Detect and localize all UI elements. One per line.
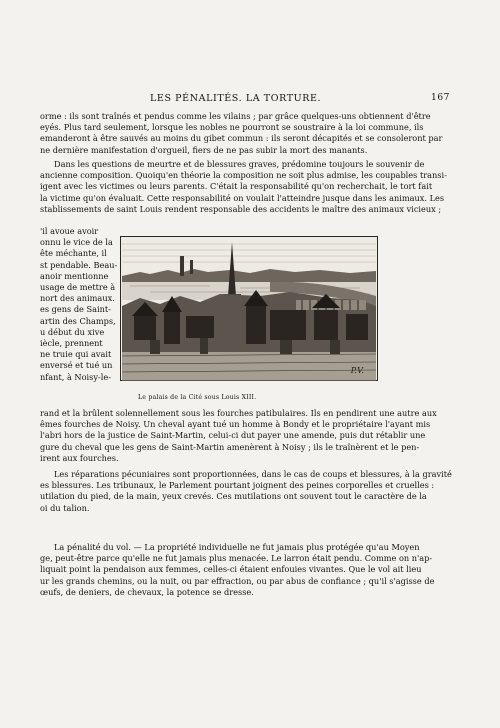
engraving-image: [120, 236, 378, 381]
paragraph-theft: [40, 542, 470, 598]
text-line: utilation du pied, de la main, yeux crevés. Ces mutilations ont souvent tout le caractère de la: [40, 491, 427, 502]
text-line: stablissements de saint Louis rendent responsable des accidents le maître des animaux vicieux ;: [40, 203, 442, 214]
text-line: œufs, de deniers, de chevaux, la potence se dresse.: [40, 586, 254, 597]
text-line: artin des Champs,: [40, 315, 116, 326]
text-line: onnu le vice de la: [40, 237, 113, 248]
text-line: la victime qu'on évaluait. Cette responsabilité on voulait l'atteindre jusque dans les animaux. Les: [40, 192, 445, 203]
text-line: st pendable. Beau-: [40, 259, 118, 270]
running-title: LES PÉNALITÉS. LA TORTURE.: [150, 93, 322, 104]
text-line: l'abri hors de la justice de Saint-Martin, celui-ci dut payer une amende, puis dut rétablir une: [40, 430, 426, 441]
text-line: enversé et tué un: [40, 360, 113, 371]
paragraph-composition: [40, 159, 470, 215]
text-line: Dans les questions de meurtre et de blessures graves, prédomine toujours le souvenir de: [54, 159, 425, 169]
text-line: gure du cheval que les gens de Saint-Martin amenèrent à Noisy ; ils le traînèrent et le pen-: [40, 441, 420, 452]
text-line: iècle, prennent: [40, 338, 103, 349]
text-line: oi du talion.: [40, 502, 90, 513]
narrow-column-text: [40, 226, 118, 383]
text-line: ancienne composition. Quoiqu'en théorie la composition ne soit plus admise, les coupables transi-: [40, 170, 447, 181]
paragraph-nobles: [40, 111, 470, 156]
figure-caption: Le palais de la Cité sous Louis XIII.: [138, 394, 257, 401]
text-line: nort des animaux.: [40, 293, 115, 304]
text-line: rand et la brûlent solennellement sous les fourches patibulaires. Ils en pendirent une autre aux: [40, 408, 437, 418]
text-line: ge, peut-être parce qu'elle ne fut jamais plus menacée. Le larron était pendu. Comme on n'ap-: [40, 553, 433, 564]
text-line: igent avec les victimes ou leurs parents. C'était la responsabilité qu'on recherchait, le tort fait: [40, 181, 433, 192]
paragraph-reparations: [40, 469, 470, 514]
text-line: ne dernière manifestation d'orgueil, fiers de ne pas subir la mort des manants.: [40, 144, 368, 155]
text-line: irent aux fourches.: [40, 452, 119, 463]
text-line: eyés. Plus tard seulement, lorsque les nobles ne pourront se soustraire à la loi commune, ils: [40, 122, 424, 133]
text-line: ne truie qui avait: [40, 349, 112, 360]
text-line: La pénalité du vol. — La propriété individuelle ne fut jamais plus protégée qu'au Moyen: [54, 542, 420, 552]
text-line: orme : ils sont traînés et pendus comme les vilains ; par grâce quelques-uns obtiennent d'être: [40, 111, 431, 121]
text-line: Les réparations pécuniaires sont proportionnées, dans le cas de coups et blessures, à la gravité: [54, 469, 452, 479]
text-line: usage de mettre à: [40, 282, 116, 293]
text-line: emanderont à être sauvés au moins du gibet commun : ils seront décapités et se consoleront par: [40, 133, 443, 144]
text-line: es blessures. Les tribunaux, le Parlement pourtant joignent des peines corporelles et cruelles :: [40, 480, 435, 491]
text-line: êmes fourches de Noisy. Un cheval ayant tué un homme à Bondy et le propriétaire l'ayant mis: [40, 419, 431, 430]
text-line: es gens de Saint-: [40, 304, 111, 315]
text-line: anoir mentionne: [40, 270, 109, 281]
text-line: ête méchante, il: [40, 248, 107, 259]
text-line: 'il avoue avoir: [40, 226, 99, 236]
engraver-signature: P.V.: [350, 366, 364, 375]
text-line: u début du xive: [40, 326, 105, 337]
paragraph-animals: [40, 408, 470, 464]
text-line: liquait point la pendaison aux femmes, celles-ci étaient enfouies vivantes. Que le vol ait lieu: [40, 564, 422, 575]
page-number: 167: [431, 93, 450, 103]
text-line: ur les grands chemins, ou la nuit, ou par effraction, ou par abus de confiance ; qu'il s'agisse de: [40, 575, 435, 586]
engraving-illustration: [120, 236, 378, 381]
text-line: nfant, à Noisy-le-: [40, 371, 111, 382]
